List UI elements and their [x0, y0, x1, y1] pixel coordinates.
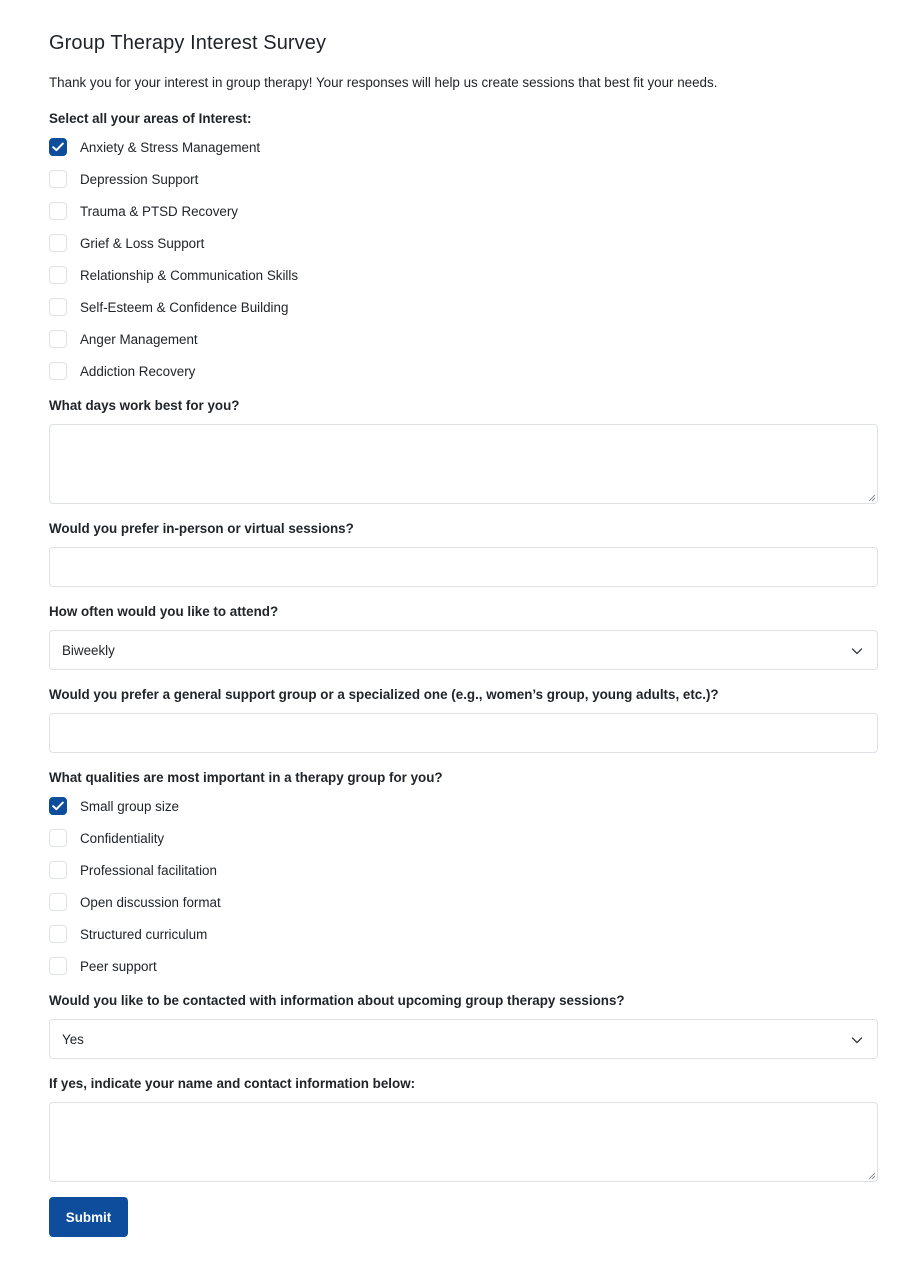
group-type-label: Would you prefer a general support group or a specialized one (e.g., women’s group, young adults, etc.)?: [49, 687, 719, 702]
checkbox[interactable]: [49, 829, 67, 847]
checkbox[interactable]: [49, 362, 67, 380]
checkbox[interactable]: [49, 266, 67, 284]
interest-option-label[interactable]: Trauma & PTSD Recovery: [80, 203, 238, 219]
interest-option-label[interactable]: Self-Esteem & Confidence Building: [80, 299, 289, 315]
contact-info-label: If yes, indicate your name and contact information below:: [49, 1076, 416, 1091]
interest-option-anger[interactable]: [49, 329, 198, 349]
resize-handle-icon[interactable]: [866, 492, 876, 502]
checkbox[interactable]: [49, 234, 67, 252]
qualities-label: What qualities are most important in a therapy group for you?: [49, 770, 443, 785]
submit-button[interactable]: Submit: [49, 1197, 128, 1237]
checkbox[interactable]: [49, 925, 67, 943]
quality-option-professional[interactable]: [49, 860, 217, 880]
contact-opt-in-selected-value: Yes: [62, 1031, 84, 1047]
quality-option-label[interactable]: Open discussion format: [80, 894, 221, 910]
checkbox[interactable]: [49, 861, 67, 879]
quality-option-label[interactable]: Peer support: [80, 958, 157, 974]
interest-option-addiction[interactable]: [49, 361, 195, 381]
quality-option-structured[interactable]: [49, 924, 207, 944]
checkbox[interactable]: [49, 298, 67, 316]
contact-opt-in-label: Would you like to be contacted with information about upcoming group therapy sessions?: [49, 993, 625, 1008]
interest-option-trauma[interactable]: [49, 201, 238, 221]
interest-option-grief[interactable]: [49, 233, 204, 253]
resize-handle-icon[interactable]: [866, 1170, 876, 1180]
check-icon: [52, 142, 64, 152]
quality-option-label[interactable]: Professional facilitation: [80, 862, 217, 878]
days-textarea[interactable]: [49, 424, 878, 504]
quality-option-label[interactable]: Structured curriculum: [80, 926, 208, 942]
interest-option-label[interactable]: Anxiety & Stress Management: [80, 139, 261, 155]
frequency-selected-value: Biweekly: [62, 642, 115, 658]
chevron-down-icon: [851, 645, 863, 657]
check-icon: [52, 801, 64, 811]
chevron-down-icon: [851, 1034, 863, 1046]
intro-text: Thank you for your interest in group therapy! Your responses will help us create sessions that best fit your needs.: [49, 75, 718, 90]
interest-option-self-esteem[interactable]: [49, 297, 288, 317]
interest-option-label[interactable]: Depression Support: [80, 171, 199, 187]
frequency-label: How often would you like to attend?: [49, 604, 279, 619]
interest-option-label[interactable]: Addiction Recovery: [80, 363, 196, 379]
checkbox-checked[interactable]: [49, 797, 67, 815]
quality-option-label[interactable]: Confidentiality: [80, 830, 165, 846]
checkbox[interactable]: [49, 330, 67, 348]
quality-option-open-discussion[interactable]: [49, 892, 221, 912]
quality-option-confidentiality[interactable]: [49, 828, 164, 848]
days-label: What days work best for you?: [49, 398, 240, 413]
page-title: Group Therapy Interest Survey: [49, 32, 327, 54]
interests-label: Select all your areas of Interest:: [49, 111, 252, 126]
session-format-label: Would you prefer in-person or virtual sessions?: [49, 521, 354, 536]
contact-info-textarea[interactable]: [49, 1102, 878, 1182]
quality-option-peer-support[interactable]: [49, 956, 157, 976]
contact-opt-in-select[interactable]: [49, 1019, 878, 1059]
interest-option-label[interactable]: Anger Management: [80, 331, 198, 347]
checkbox[interactable]: [49, 202, 67, 220]
checkbox[interactable]: [49, 170, 67, 188]
interest-option-anxiety[interactable]: [49, 137, 260, 157]
interest-option-label[interactable]: Relationship & Communication Skills: [80, 267, 299, 283]
interest-option-label[interactable]: Grief & Loss Support: [80, 235, 205, 251]
checkbox-checked[interactable]: [49, 138, 67, 156]
checkbox[interactable]: [49, 957, 67, 975]
quality-option-small-group[interactable]: [49, 796, 179, 816]
group-type-input[interactable]: [49, 713, 878, 753]
frequency-select[interactable]: [49, 630, 878, 670]
checkbox[interactable]: [49, 893, 67, 911]
session-format-input[interactable]: [49, 547, 878, 587]
quality-option-label[interactable]: Small group size: [80, 798, 179, 814]
interest-option-relationship[interactable]: [49, 265, 298, 285]
interest-option-depression[interactable]: [49, 169, 198, 189]
